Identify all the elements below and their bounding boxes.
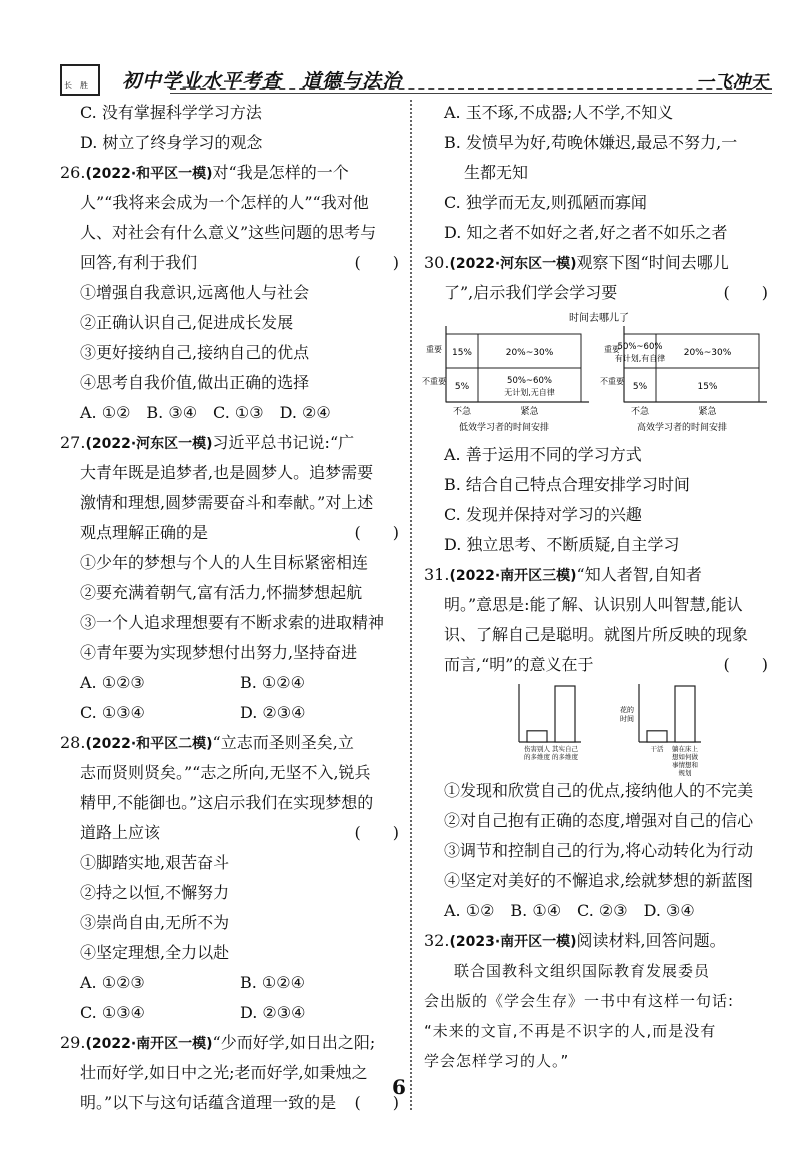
q29-text1: “少而好学,如日出之阳;	[212, 1033, 376, 1052]
y-label-important: 重要	[604, 345, 620, 354]
q27-choice-d: D. ②③④	[240, 703, 306, 722]
q29-text3: 明。”以下与这句话蕴含道理一致的是	[80, 1093, 337, 1112]
x-label-not-urgent: 不急	[630, 407, 650, 417]
x-label-urgent: 紧急	[520, 407, 539, 417]
q28-choice-c: C. ①③④	[80, 1003, 145, 1022]
q28-option-2: ②持之以恒,不懈努力	[80, 883, 230, 902]
cell-value: 5%	[454, 382, 470, 392]
q26-text1: 对“我是怎样的一个	[212, 163, 349, 182]
q26-source: (2022·和平区一模)	[85, 166, 213, 182]
q27-option-4: ④青年要为实现梦想付出努力,坚持奋进	[80, 643, 358, 662]
q28-option-1: ①脚踏实地,艰苦奋斗	[80, 853, 230, 872]
cell-note: 有计划,有自律	[614, 354, 666, 363]
q27-source: (2022·河东区一模)	[85, 436, 213, 452]
bar-panel-left	[519, 684, 581, 761]
cell-value: 15%	[451, 348, 473, 358]
q29-option-a: A. 玉不琢,不成器;人不学,不知义	[444, 103, 674, 122]
q29-line3	[60, 1088, 405, 1118]
q31-line3: 识、了解自己是聪明。就图片所反映的现象	[444, 625, 749, 644]
low-efficiency-panel	[422, 326, 589, 433]
bar-y-label-1: 花的	[620, 706, 634, 714]
bar-category-label: 规划	[678, 769, 692, 777]
high-efficiency-panel	[600, 326, 767, 433]
q28-choice-b: B. ①②④	[240, 973, 305, 992]
q31-answer-blank: ( )	[723, 655, 768, 674]
q27-choice-a: A. ①②③	[80, 673, 145, 692]
cell-value: 5%	[632, 382, 648, 392]
time-chart-title: 时间去哪儿了	[569, 313, 629, 324]
q29-answer-blank: ( )	[354, 1093, 399, 1112]
q28-number: 28.	[60, 733, 86, 752]
q30-answer-blank: ( )	[723, 283, 768, 302]
q26-option-1: ①增强自我意识,远离他人与社会	[80, 283, 310, 302]
q31-option-1: ①发现和欣赏自己的优点,接纳他人的不完美	[444, 781, 754, 800]
q31-line2: 明。”意思是:能了解、认识别人叫智慧,能认	[444, 595, 743, 614]
q30-line2	[424, 278, 774, 308]
q31-option-2: ②对自己抱有正确的态度,增强对自己的信心	[444, 811, 754, 830]
cell-value: 50%~60%	[507, 376, 552, 386]
right-column	[424, 98, 774, 1076]
q27-choice-b: B. ①②④	[240, 673, 305, 692]
q31-number: 31.	[424, 565, 450, 584]
header-title: 初中学业水平考查 道德与法治	[122, 70, 403, 92]
y-label-important: 重要	[426, 345, 442, 354]
bar	[527, 731, 547, 742]
q28-line1	[60, 728, 405, 758]
bar-y-label-2: 时间	[620, 715, 634, 723]
q28-line4	[60, 818, 405, 848]
q29-option-c: C. 独学而无友,则孤陋而寡闻	[444, 193, 647, 212]
q31-text1: “知人者智,自知者	[576, 565, 702, 584]
q26-choices: A. ①② B. ③④ C. ①③ D. ②④	[80, 403, 331, 422]
q27-option-3: ③一个人追求理想要有不断求索的进取精神	[80, 613, 385, 632]
q27-line4	[60, 518, 405, 548]
panel-caption: 高效学习者的时间安排	[636, 423, 728, 433]
q31-source: (2022·南开区三模)	[449, 568, 577, 584]
q27-choices-cd	[60, 698, 405, 728]
bar	[647, 731, 667, 742]
cell-value: 50%~60%	[617, 342, 663, 352]
cell-value: 20%~30%	[505, 348, 554, 358]
q27-text1: 习近平总书记说:“广	[212, 433, 355, 452]
q31-line4	[424, 650, 774, 680]
q30-option-c: C. 发现并保持对学习的兴趣	[444, 505, 642, 524]
page-header	[60, 62, 772, 96]
bar-chart-svg	[424, 682, 774, 777]
option-c: C. 没有掌握科学学习方法	[80, 103, 262, 122]
q27-number: 27.	[60, 433, 86, 452]
q26-line4	[60, 248, 405, 278]
q26-option-4: ④思考自我价值,做出正确的选择	[80, 373, 310, 392]
q32-passage-3: “未来的文盲,不再是不识字的人,而是没有	[424, 1022, 717, 1040]
q32-number: 32.	[424, 931, 450, 950]
panel-caption: 低效学习者的时间安排	[458, 423, 550, 433]
x-label-urgent: 紧急	[698, 407, 717, 417]
logo-char-b: 胜	[80, 81, 88, 90]
q29-line1	[60, 1028, 405, 1058]
q27-line2: 大青年既是追梦者,也是圆梦人。追梦需要	[80, 463, 374, 482]
page-number: 6	[392, 1075, 406, 1099]
option-d: D. 树立了终身学习的观念	[80, 133, 263, 152]
q29-number: 29.	[60, 1033, 86, 1052]
q26-option-3: ③更好接纳自己,接纳自己的优点	[80, 343, 310, 362]
q31-text4: 而言,“明”的意义在于	[444, 655, 594, 674]
q32-source: (2023·南开区一模)	[449, 934, 577, 950]
header-rule	[170, 88, 772, 90]
q30-option-a: A. 善于运用不同的学习方式	[444, 445, 642, 464]
q29-option-b2: 生都无知	[464, 163, 529, 182]
y-label-not-important: 不重要	[600, 377, 624, 386]
cell-note: 无计划,无自律	[504, 388, 555, 397]
q32-line1	[424, 926, 774, 956]
column-divider	[410, 100, 412, 1110]
q28-source: (2022·和平区二模)	[85, 736, 213, 752]
q28-choices-cd	[60, 998, 405, 1028]
q30-text1: 观察下图“时间去哪儿	[576, 253, 729, 272]
q31-choices: A. ①② B. ①④ C. ②③ D. ③④	[444, 901, 695, 920]
q26-option-2: ②正确认识自己,促进成长发展	[80, 313, 294, 332]
series-logo	[60, 64, 100, 96]
q29-source: (2022·南开区一模)	[85, 1036, 213, 1052]
q29-option-d: D. 知之者不如好之者,好之者不如乐之者	[444, 223, 728, 242]
y-label-not-important: 不重要	[422, 377, 446, 386]
q30-number: 30.	[424, 253, 450, 272]
left-column	[60, 98, 405, 1118]
q28-option-3: ③崇尚自由,无所不为	[80, 913, 230, 932]
bar-category-label: 其实自己	[552, 745, 578, 753]
cell-value: 20%~30%	[683, 348, 732, 358]
q26-line2: 人”“我将来会成为一个怎样的人”“我对他	[80, 193, 369, 212]
q31-line1	[424, 560, 774, 590]
q30-source: (2022·河东区一模)	[449, 256, 577, 272]
q27-line3: 激情和理想,圆梦需要奋斗和奉献。”对上述	[80, 493, 374, 512]
bar-chart	[424, 682, 774, 777]
q29-option-b1: B. 发愤早为好,苟晚休嫌迟,最忌不努力,一	[444, 133, 738, 152]
brand-name: 一飞冲天	[696, 72, 768, 93]
logo-char-a: 长	[64, 81, 72, 90]
q32-text1: 阅读材料,回答问题。	[576, 931, 726, 950]
q26-line1	[60, 158, 405, 188]
bar-category-label: 伤害别人	[524, 745, 550, 753]
q30-line1	[424, 248, 774, 278]
q28-line3: 精甲,不能御也。”这启示我们在实现梦想的	[80, 793, 374, 812]
q28-text4: 道路上应该	[80, 823, 161, 842]
q30-text2: 了”,启示我们学会学习要	[444, 283, 618, 302]
q30-option-b: B. 结合自己特点合理安排学习时间	[444, 475, 690, 494]
time-chart	[424, 310, 774, 436]
q28-choice-d: D. ②③④	[240, 1003, 306, 1022]
q31-option-4: ④坚定对美好的不懈追求,绘就梦想的新蓝图	[444, 871, 754, 890]
q32-passage-4: 学会怎样学习的人。”	[424, 1052, 570, 1070]
q27-line1	[60, 428, 405, 458]
q32-passage-1: 联合国教科文组织国际教育发展委员	[454, 962, 711, 980]
q27-option-2: ②要充满着朝气,富有活力,怀揣梦想起航	[80, 583, 363, 602]
header-rule-thin	[170, 93, 772, 94]
q26-text4: 回答,有利于我们	[80, 253, 198, 272]
q28-line2: 志而贤则贤矣。”“志之所向,无坚不入,锐兵	[80, 763, 371, 782]
q28-answer-blank: ( )	[354, 823, 399, 842]
q29-line2: 壮而好学,如日中之光;老而好学,如秉烛之	[80, 1063, 368, 1082]
cell-value: 15%	[697, 382, 718, 392]
q28-choices-ab	[60, 968, 405, 998]
q26-answer-blank: ( )	[354, 253, 399, 272]
q27-option-1: ①少年的梦想与个人的人生目标紧密相连	[80, 553, 369, 572]
q27-choices-ab	[60, 668, 405, 698]
bar-category-label: 干活	[650, 745, 664, 753]
q27-text4: 观点理解正确的是	[80, 523, 209, 542]
time-chart-svg	[424, 310, 774, 436]
bar-category-label: 的多维度	[552, 753, 578, 761]
x-label-not-urgent: 不急	[452, 407, 472, 417]
bar	[675, 686, 695, 742]
q27-answer-blank: ( )	[354, 523, 399, 542]
q28-choice-a: A. ①②③	[80, 973, 145, 992]
q28-option-4: ④坚定理想,全力以赴	[80, 943, 230, 962]
bar-category-label: 躺在床上	[672, 745, 698, 753]
bar-category-label: 想如何做	[672, 753, 698, 761]
bar-category-label: 的多维度	[524, 753, 550, 761]
bar-panel-right	[620, 684, 701, 777]
bar-category-label: 事情想和	[672, 761, 698, 769]
q28-text1: “立志而圣则圣矣,立	[212, 733, 354, 752]
q30-option-d: D. 独立思考、不断质疑,自主学习	[444, 535, 680, 554]
q31-option-3: ③调节和控制自己的行为,将心动转化为行动	[444, 841, 754, 860]
q27-choice-c: C. ①③④	[80, 703, 145, 722]
bar	[555, 686, 575, 742]
q26-number: 26.	[60, 163, 86, 182]
q32-passage-2: 会出版的《学会生存》一书中有这样一句话:	[424, 992, 735, 1010]
q26-line3: 人、对社会有什么意义”这些问题的思考与	[80, 223, 377, 242]
